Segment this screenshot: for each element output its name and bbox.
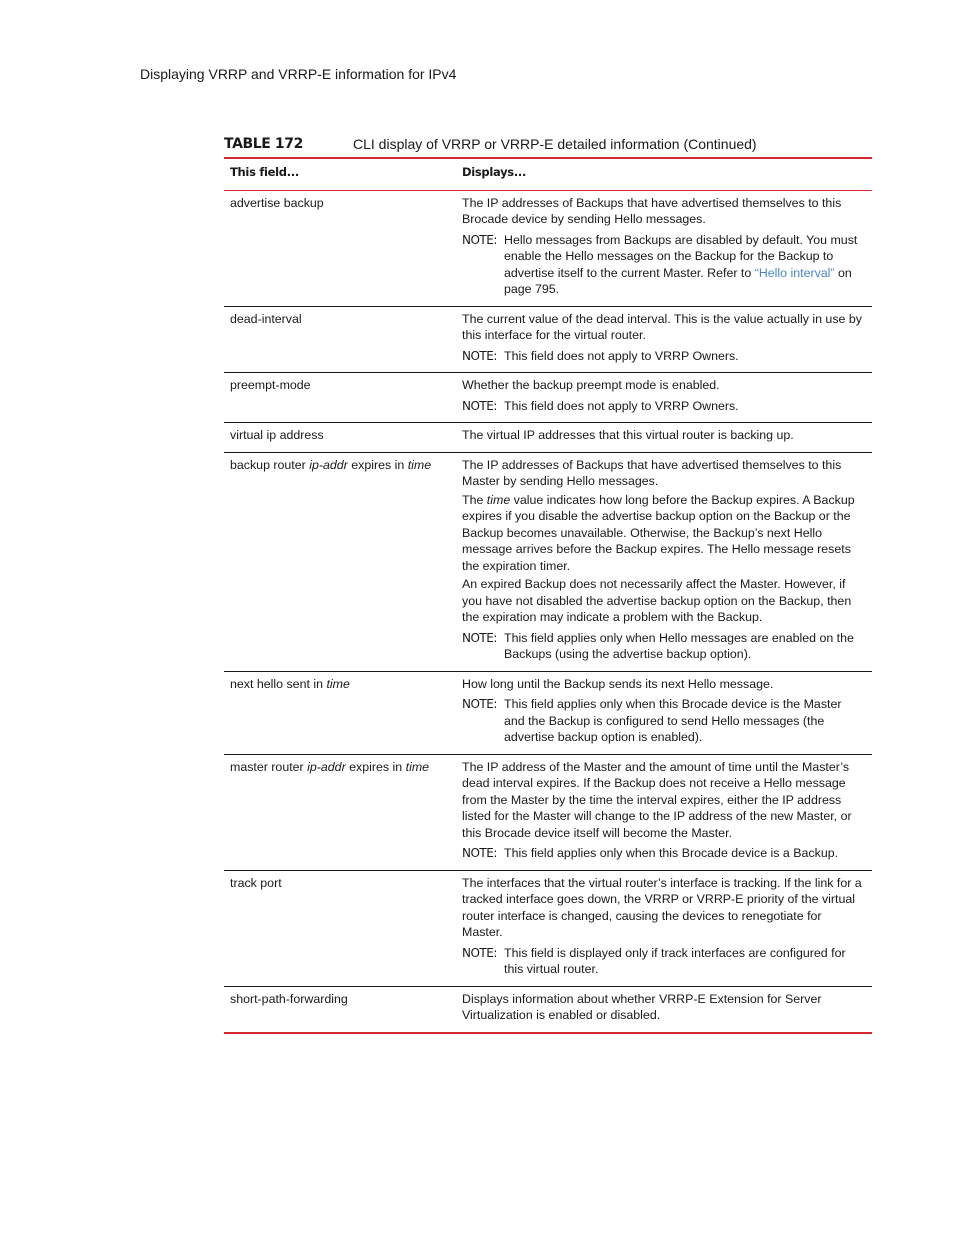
field-description — [456, 453, 872, 671]
note-text — [504, 232, 864, 298]
field-description — [456, 191, 872, 306]
note-label: NOTE: — [462, 846, 497, 860]
hello-interval-link[interactable]: “Hello interval” — [754, 265, 835, 280]
description-text: The IP address of the Master and the amount of time until the Master’s dead interval expires. If the Backup does not receive a Hello message from the Master by the time the interval expires, either the IP address listed for the Master will change to the IP address of the new Master, or this Brocade device itself will become the Master. — [462, 759, 852, 840]
field-name-variable: ip-addr — [309, 457, 348, 472]
field-name: advertise backup — [230, 195, 324, 210]
description-text: The IP addresses of Backups that have advertised themselves to this Master by sending Hello messages. — [462, 457, 842, 488]
note — [462, 348, 864, 365]
table-row — [224, 870, 872, 986]
note-label: NOTE: — [462, 697, 497, 711]
note-label: NOTE: — [462, 348, 497, 363]
table-header-row — [224, 159, 872, 191]
note — [462, 232, 864, 298]
field-description — [456, 307, 872, 373]
field-name: preempt-mode — [230, 378, 311, 392]
table-row — [224, 372, 872, 422]
description-text — [462, 492, 864, 575]
field-name: short-path-forwarding — [230, 991, 348, 1006]
note — [462, 945, 864, 978]
text-part: The — [462, 492, 487, 507]
note-text-part: on page 795. — [504, 265, 852, 296]
note-label: NOTE: — [462, 232, 497, 247]
note-text: This field does not apply to VRRP Owners. — [504, 398, 739, 413]
field-description — [456, 423, 872, 452]
note-text: This field applies only when this Brocade device is the Master and the Backup is configured to send Hello messages (the advertise backup option is enabled). — [504, 697, 842, 744]
field-name-part: master router — [230, 759, 308, 774]
description-text: Displays information about whether VRRP-E Extension for Server Virtualization is enabled or disabled. — [462, 991, 822, 1022]
text-variable: time — [486, 492, 511, 507]
note-text: This field is displayed only if track interfaces are configured for this virtual router. — [504, 945, 846, 976]
field-description — [456, 987, 872, 1032]
field-name-variable: time — [405, 759, 430, 774]
description-text: The interfaces that the virtual router’s interface is tracking. If the link for a tracked interface goes down, the VRRP or VRRP-E priority of the virtual router interface is changed, causing the devices to renegotiate for Master. — [462, 875, 862, 939]
column-header-field: This field... — [230, 165, 299, 179]
column-header-displays: Displays... — [462, 165, 527, 179]
note-label: NOTE: — [462, 398, 497, 413]
table-row — [224, 452, 872, 671]
field-description-table — [224, 157, 872, 1034]
field-name-variable: time — [407, 457, 432, 472]
field-description — [456, 755, 872, 870]
page-header: Displaying VRRP and VRRP-E information for IPv4 — [140, 66, 457, 82]
field-description — [456, 672, 872, 754]
note-label: NOTE: — [462, 630, 497, 645]
table-row — [224, 754, 872, 870]
field-name: virtual ip address — [230, 428, 324, 442]
field-name-part: expires in — [345, 759, 406, 774]
table-row — [224, 671, 872, 754]
field-description — [456, 871, 872, 986]
table-number: TABLE 172 — [224, 136, 303, 152]
field-name-part: next hello sent in — [230, 676, 327, 691]
field-name — [224, 453, 456, 671]
description-text: The IP addresses of Backups that have advertised themselves to this Brocade device by sending Hello messages. — [462, 195, 842, 226]
table-row — [224, 986, 872, 1032]
field-name-part: expires in — [347, 457, 408, 472]
text-part: value indicates how long before the Backup expires. A Backup expires if you disable the advertise backup option on the Backup or the Backup becomes unavailable. Otherwise, the Backup’s next Hello message arrives before the Backup expires. The Hello message resets the expiration timer. — [462, 492, 855, 573]
field-name-variable: ip-addr — [307, 759, 346, 774]
field-name — [224, 755, 456, 870]
description-text: An expired Backup does not necessarily affect the Master. However, if you have not disabled the advertise backup option on the Backup, then the expiration may indicate a problem with the Backup. — [462, 577, 852, 624]
note-label: NOTE: — [462, 945, 497, 960]
note-text: This field does not apply to VRRP Owners. — [504, 348, 739, 363]
field-name: dead-interval — [230, 311, 302, 326]
table-title: CLI display of VRRP or VRRP-E detailed information (Continued) — [353, 136, 757, 152]
note — [462, 696, 864, 746]
note-text: This field applies only when this Brocade device is a Backup. — [504, 846, 839, 860]
field-description — [456, 373, 872, 422]
description-text: Whether the backup preempt mode is enabled. — [462, 378, 720, 392]
note — [462, 845, 864, 862]
field-name — [224, 672, 456, 754]
description-text: The current value of the dead interval. This is the value actually in use by this interface for the virtual router. — [462, 311, 862, 342]
note — [462, 630, 864, 663]
table-row — [224, 306, 872, 373]
note-text: This field applies only when Hello messages are enabled on the Backups (using the advertise backup option). — [504, 630, 854, 661]
description-text: The virtual IP addresses that this virtual router is backing up. — [462, 428, 794, 442]
table-row — [224, 191, 872, 306]
field-name-part: backup router — [230, 457, 310, 472]
note-text-part: Hello messages from Backups are disabled by default. You must enable the Hello messages on the Backup for the Backup to advertise itself to the current Master. Refer to — [504, 232, 858, 280]
field-name-variable: time — [326, 676, 350, 691]
note — [462, 398, 864, 415]
table-row — [224, 422, 872, 452]
field-name: track port — [230, 875, 282, 890]
description-text: How long until the Backup sends its next Hello message. — [462, 676, 774, 691]
